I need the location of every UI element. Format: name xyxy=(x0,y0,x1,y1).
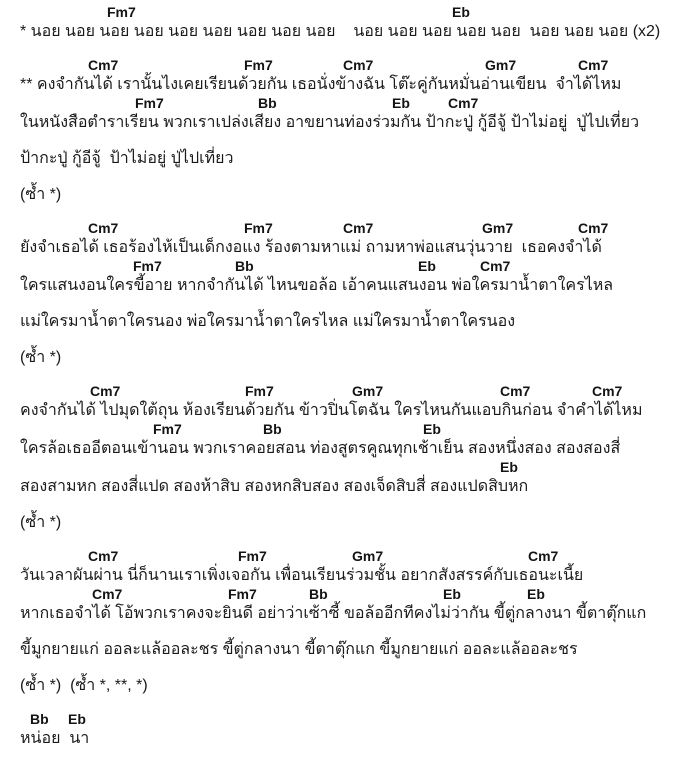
section-repeat-2 xyxy=(0,347,680,368)
chord-fm7: Fm7 xyxy=(135,95,164,111)
lyric-line xyxy=(0,728,680,749)
lyric-line xyxy=(0,112,680,133)
chord-cm7: Cm7 xyxy=(88,57,119,73)
repeat-text: (ซ้ำ *) xyxy=(20,349,62,366)
chord-fm7: Fm7 xyxy=(153,421,182,437)
chord-bb: Bb xyxy=(235,258,254,274)
lyric-text: หน่อย นา xyxy=(20,730,90,747)
lyric-line xyxy=(0,639,680,660)
chord-line xyxy=(0,95,680,112)
section-intro xyxy=(0,4,680,42)
chord-eb: Eb xyxy=(527,586,545,602)
chord-cm7: Cm7 xyxy=(92,586,123,602)
chord-line xyxy=(0,220,680,237)
section-repeat-3 xyxy=(0,512,680,533)
lyric-text: ยังจำเธอได้ เธอร้องไห้เป็นเด็กงอแง ร้องตามหาแม่ ถามหาพ่อแสนวุ่นวาย เธอคงจำได้ xyxy=(20,239,602,256)
lyric-text: หากเธอจำได้ โอ้พวกเราคงจะยินดี อย่าว่าเซ้าซี้ ขอล้ออีกทีคงไม่ว่ากัน ขี้ตู่กลางนา ขี้ตาตุ๊กแก xyxy=(20,605,647,622)
chord-bb: Bb xyxy=(263,421,282,437)
chord-bb: Bb xyxy=(309,586,328,602)
lyric-line xyxy=(0,148,680,169)
lyric-text: ขี้มูกยายแก่ ออละแล้ออละชร ขี้ตู่กลางนา ขี้ตาตุ๊กแก ขี้มูกยายแก่ ออละแล้ออละชร xyxy=(20,641,578,658)
chord-cm7: Cm7 xyxy=(578,57,609,73)
repeat-text: (ซ้ำ *) xyxy=(20,514,62,531)
chord-fm7: Fm7 xyxy=(245,383,274,399)
lyric-line xyxy=(0,237,680,258)
chord-fm7: Fm7 xyxy=(244,220,273,236)
chord-eb: Eb xyxy=(392,95,410,111)
chord-cm7: Cm7 xyxy=(343,220,374,236)
chord-line xyxy=(0,711,680,728)
chord-fm7: Fm7 xyxy=(133,258,162,274)
lyric-text: คงจำกันได้ ไปมุดใต้ถุน ห้องเรียนด้วยกัน ข้าวปิ่นโตฉัน ใครไหนกันแอบกินก่อน จำคำได้ไหม xyxy=(20,402,643,419)
chord-line xyxy=(0,459,680,476)
section-verse-1 xyxy=(0,57,680,133)
lyric-text: ในหนังสือตำราเรียน พวกเราเปล่งเสียง อาขยานท่องร่วมกัน ป้ากะปู่ กู้อีจู้ ป้าไม่อยู่ ปู่ไปเที่ยว xyxy=(20,114,640,131)
chord-line xyxy=(0,57,680,74)
chord-cm7: Cm7 xyxy=(592,383,623,399)
repeat-text: (ซ้ำ *) (ซ้ำ *, **, *) xyxy=(20,677,148,694)
chord-eb: Eb xyxy=(68,711,86,727)
chord-fm7: Fm7 xyxy=(244,57,273,73)
section-verse-4-tail xyxy=(0,639,680,660)
lyric-text: ใครแสนงอนใครขี้อาย หากจำกันได้ ไหนขอล้อ เอ้าคนแสนงอน พ่อใครมาน้ำตาใครไหล xyxy=(20,277,614,294)
section-verse-3 xyxy=(0,383,680,497)
chord-fm7: Fm7 xyxy=(107,4,136,20)
lyric-text: สองสามหก สองสี่แปด สองห้าสิบ สองหกสิบสอง สองเจ็ดสิบสี่ สองแปดสิบหก xyxy=(20,478,529,495)
chord-bb: Bb xyxy=(30,711,49,727)
chord-fm7: Fm7 xyxy=(238,548,267,564)
chord-line xyxy=(0,383,680,400)
chord-cm7: Cm7 xyxy=(480,258,511,274)
chord-eb: Eb xyxy=(423,421,441,437)
chord-cm7: Cm7 xyxy=(448,95,479,111)
chord-cm7: Cm7 xyxy=(90,383,121,399)
chord-cm7: Cm7 xyxy=(528,548,559,564)
lyric-line xyxy=(0,21,680,42)
chord-bb: Bb xyxy=(258,95,277,111)
lyric-text: ป้ากะปู่ กู้อีจู้ ป้าไม่อยู่ ปู่ไปเที่ยว xyxy=(20,150,234,167)
chord-line xyxy=(0,4,680,21)
lyric-text: ใครล้อเธออีตอนเข้านอน พวกเราคอยสอน ท่องสูตรคูณทุกเช้าเย็น สองหนึ่งสอง สองสองสี่ xyxy=(20,440,621,457)
lyric-line xyxy=(0,603,680,624)
chord-cm7: Cm7 xyxy=(500,383,531,399)
chord-eb: Eb xyxy=(443,586,461,602)
repeat-marker xyxy=(0,675,680,696)
section-verse-1-tail xyxy=(0,148,680,169)
lyric-text: วันเวลาผันผ่าน นี่ก็นานเราเพิ่งเจอกัน เพื่อนเรียนร่วมชั้น อยากสังสรรค์กับเธอนะเนี้ย xyxy=(20,567,584,584)
repeat-marker xyxy=(0,512,680,533)
chord-gm7: Gm7 xyxy=(352,548,384,564)
lyric-line xyxy=(0,565,680,586)
lyric-text: * นอย นอย นอย นอย นอย นอย นอย นอย นอย นอย นอย นอย นอย นอย นอย นอย นอย (x2) xyxy=(20,23,661,40)
section-verse-2-tail xyxy=(0,311,680,332)
chord-gm7: Gm7 xyxy=(352,383,384,399)
chord-eb: Eb xyxy=(500,459,518,475)
lyric-text: ** คงจำกันได้ เรานั้นไงเคยเรียนด้วยกัน เธอนั่งข้างฉัน โต๊ะคู่กันหมั่นอ่านเขียน จำได้ไหม xyxy=(20,76,622,93)
chord-cm7: Cm7 xyxy=(578,220,609,236)
chord-cm7: Cm7 xyxy=(88,548,119,564)
chord-line xyxy=(0,586,680,603)
chord-gm7: Gm7 xyxy=(482,220,514,236)
lyric-line xyxy=(0,74,680,95)
repeat-text: (ซ้ำ *) xyxy=(20,186,62,203)
lyric-text: แม่ใครมาน้ำตาใครนอง พ่อใครมาน้ำตาใครไหล แม่ใครมาน้ำตาใครนอง xyxy=(20,313,516,330)
chord-gm7: Gm7 xyxy=(485,57,517,73)
chord-eb: Eb xyxy=(452,4,470,20)
repeat-marker xyxy=(0,347,680,368)
chord-cm7: Cm7 xyxy=(343,57,374,73)
chord-cm7: Cm7 xyxy=(88,220,119,236)
lyric-line xyxy=(0,311,680,332)
chord-line xyxy=(0,258,680,275)
lyric-line xyxy=(0,275,680,296)
lyric-line xyxy=(0,438,680,459)
section-repeat-4 xyxy=(0,675,680,696)
section-verse-2 xyxy=(0,220,680,296)
repeat-marker xyxy=(0,184,680,205)
section-repeat-1 xyxy=(0,184,680,205)
chord-line xyxy=(0,548,680,565)
lyric-line xyxy=(0,400,680,421)
chord-eb: Eb xyxy=(418,258,436,274)
chord-fm7: Fm7 xyxy=(228,586,257,602)
chord-line xyxy=(0,421,680,438)
lyric-line xyxy=(0,476,680,497)
section-verse-4 xyxy=(0,548,680,624)
section-outro xyxy=(0,711,680,749)
